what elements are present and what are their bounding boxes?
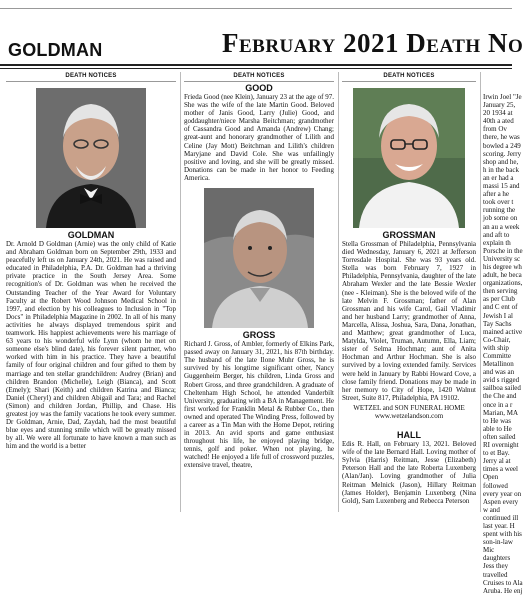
header-rule-thin [0, 68, 512, 69]
obituary-name: GOLDMAN [67, 230, 115, 240]
obituary-name: GOOD [245, 83, 273, 93]
top-rule [0, 8, 512, 9]
column-good-gross [184, 72, 334, 512]
obituary-text: Edis R. Hall, on February 13, 2021. Beloved wife of the late Bernard Hall. Loving mother of Sylvia (Harris) Reitman, Jesse (Elizabeth) Peterson Hall and the late Roberta Luxenberg (Alan/Jan). Loving grandmother of Julia Reitman Melnick (Jason), Hillary Reitman (James Holder), Benjamin Luxenberg (Nina Gold), Sam Luxenberg and Rebecca Peterson [342, 440, 476, 505]
column-divider [180, 72, 181, 512]
funeral-home-website[interactable]: www.wetzelandson.com [374, 411, 444, 420]
column-grossman-hall [342, 72, 476, 512]
obituary-name: HALL [397, 430, 421, 441]
page-banner: February 2021 Death No [222, 28, 523, 58]
portrait-goldman-image [36, 88, 146, 228]
column-heading: DEATH NOTICES [342, 72, 476, 82]
obituary-name: GROSSMAN [382, 230, 436, 240]
column-divider [480, 72, 481, 512]
header-rule-thick [0, 64, 512, 66]
obituary-text: Frieda Good (nee Klein), January 23 at the age of 97. She was the wife of the late Martin Good. Beloved mother of Janis Good, Larry (Julie) Good, and goddaughter/niece Marsha Beitchman; grandmother of Cassandra Good and Amanda (Andrew) Chang; great-aunt and honorary grandmother of Lilith and Celine (Jay Mott) Beitchman and Lilith's children Maryjane and David Cole. She was unfailingly positive and loving, and she will be greatly missed. Donations can be made in her honor to Feeding America. [184, 93, 334, 182]
portrait-gross-image [204, 188, 314, 328]
portrait-grossman-image [353, 88, 465, 228]
gross-photo [204, 188, 314, 328]
funeral-home: WETZEL and SON FUNERAL HOME [353, 403, 465, 412]
column-continuation [483, 72, 523, 595]
grossman-photo [353, 88, 465, 228]
section-name: GOLDMAN [8, 40, 103, 60]
obituary-text: Richard J. Gross, of Ambler, formerly of Elkins Park, passed away on January 31, 2021, his 87th birthday. The husband of the late Ilone Muhr Gross, he is survived by his longtime significant other, Nancy Guggenheim Berger, his children, Linda Gross and Robert Gross, and three grandchildren. A graduate of Cheltenham High School, he attended Vanderbilt University, graduating with a BA in Management. He first worked for Franklin Metal & Rubber Co., then owned and operated The Winding Press, followed by a career as a Tin Man with the Home Depot, retiring in 2013. An avid sports and game enthusiast throughout his life, he enjoyed playing bridge, tennis, golf and poker. When not playing, he watched! He enjoyed a life full of crossword puzzles, extensive travel, theatre, [184, 340, 334, 470]
column-goldman [6, 72, 176, 512]
column-divider [338, 72, 339, 512]
obituary-text: Stella Grossman of Philadelphia, Pennsylvania died Wednesday, January 6, 2021 at Jefferson Torresdale Hospital. She was 93 years old. Stella was born February 7, 1927 in Philadelphia, Pennsylvania, daughter of the late Abraham Wexler and the late Bessie Wexler (nee - Kleiman). She is the beloved wife of the late Melvin F. Grossman; father of Alan Grossman and his wife Carol, Gail Vladimir and her husband Larry; grandmother of Anna, Marcella, Alissa, Joshua, Sara, Dana, Jonathan, and Matthew; great grandmother of Luca, Matylda, Violet, Truman, Autumn, Ella, Liam; sister of Selma Hochman; aunt of Anita Hochman and Arthur Hochman. She is also survived by a loving extended family. Services were held in January by Rabbi Howard Cove, a close family friend. Donations may be made in her memory to City of Hope, 1420 Walnut Street, Suite 817, Philadelphia, PA 19102. [342, 240, 476, 402]
obituary-text: Dr. Arnold D Goldman (Arnie) was the only child of Katie and Abraham Goldman born on September 29th, 1933 and peacefully left us on January 24th, 2021. He was raised and educated in Philadelphia, P.A. Dr. Goldman had a thriving private practice in the South Jersey Area. Some recognition's of Dr. Goldman was when he received the Outstanding Teacher of the Year Award for Voluntary Faculty at the Robert Wood Johnson Medical School in 1997, and election by his colleagues to Inclusion in "Top Docs" in Philadelphia Magazine in 2002. In all of his many activities he always displayed tremendous spirit and teamwork. His happiest achievements were his marriage of 63 years to his wonderful wife Lynn (whom he met on someone else's blind date), his forever silent partner, who worked with him in his practice. They have a beautiful family of four original children and four gifted to them by marriage and ten stellar grandchildren: Audrey (Brian) and children Brandon (Michelle), Leigh (Bianca), and Scott (Emely); Shari (Keith) and children Katrina and Bianca; Daniel (Cheryl) and children Abigail and Tara; and Rachel (Simon) and children Jordan, Phillip, and Chase. His greatest joy was the family vacations he took every summer. Dr Goldman, Arnie, Dad, Zaydah, had the most beautiful blue eyes and stunning smile which will be greatly missed by all. We were all fortunate to have known a man such as him and the world is a better [6, 240, 176, 451]
column-heading: DEATH NOTICES [184, 72, 334, 82]
obituary-text: Irwin Joel "Je January 25, 20 1934 at 40th a ated from Ov there, he was bowled a 249 scoring. Jerry shop and he, h in the back an er had a massi 15 and after a he took over t running the job some on an au a week and aft to explain th Porsche in the University sc his degree wh adult, he beca organizations, then serving as per Club and C ent of Jewish I al Tay Sachs mained active Co-Chair, with ship Committe Metallinon and was an avid s rigged sailboa sailed the Che and once in a r Marian, MA to He was able to He often sailed RI overnight to et Bay. Jerry al at times a weel Open followed every year on Aspen every w and continued ill last year. H spent with his son-in-law Mic daughters Jess they travelled Cruises to Ala Aruba. He enj [483, 93, 523, 595]
column-heading: DEATH NOTICES [6, 72, 176, 82]
goldman-photo [36, 88, 146, 228]
obituary-name: GROSS [242, 330, 276, 341]
